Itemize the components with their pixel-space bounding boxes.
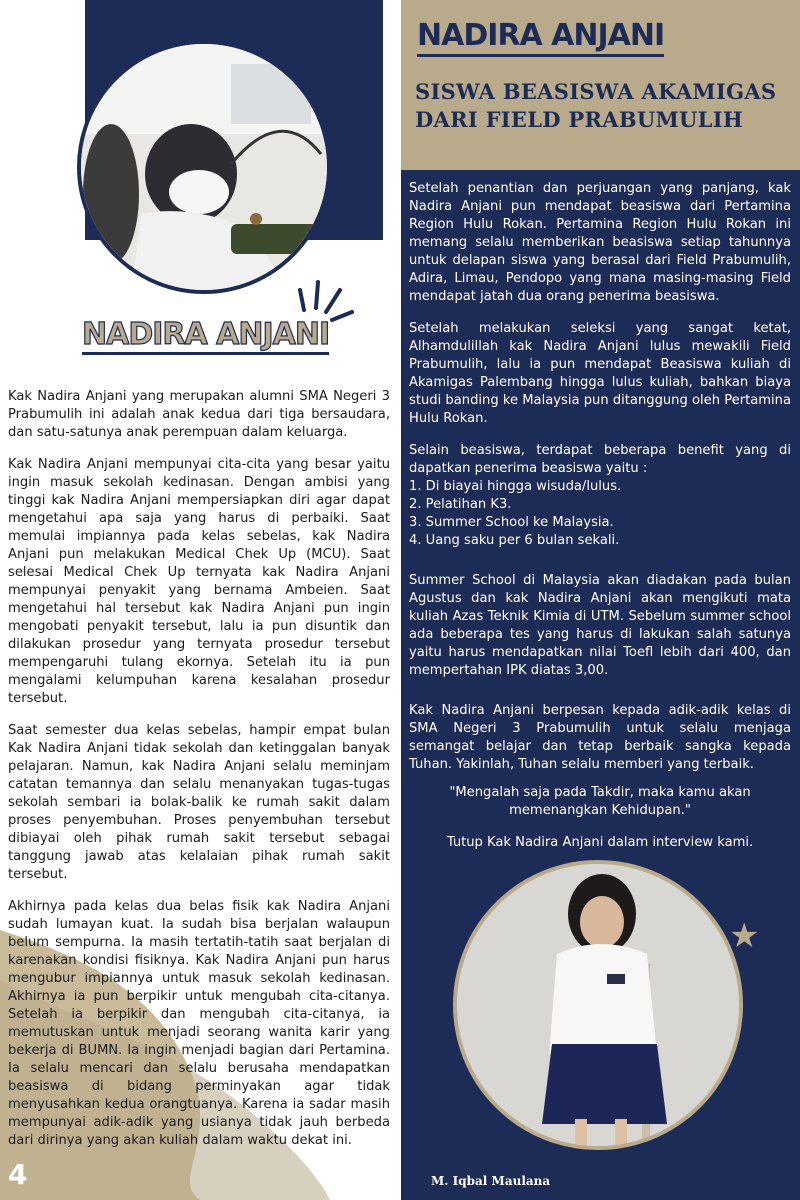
- closing-line: Tutup Kak Nadira Anjani dalam interview kami.: [446, 835, 754, 850]
- star-icon: ★: [729, 916, 760, 956]
- left-paragraph-1: Kak Nadira Anjani yang merupakan alumni SMA Negeri 3 Prabumulih ini adalah anak kedua dari tiga bersaudara, dan satu-satunya anak perempuan dalam keluarga.: [8, 389, 390, 440]
- right-article-body: [409, 180, 791, 866]
- name-title-right: NADIRA ANJANI: [417, 18, 664, 57]
- left-paragraph-4: Akhirnya pada kelas dua belas fisik kak Nadira Anjani sudah lumayan kuat. Ia sudah bisa berjalan walaupun belum sempurna. Ia masih tertatih-tatih saat berjalan di karenakan kondisi fisiknya. Kak Nadira Anjani pun harus mengubur impiannya untuk masuk sekolah kedinasan. Akhirnya ia pun berpikir untuk mengubah cita-citanya. Setelah ia berpikir dan mengubah cita-citanya, ia memutuskan untuk menjadi seorang wanita karir yang bekerja di BUMN. Ia ingin menjadi bagian dari Pertamina. Ia selalu mencari dan selalu berusaha mendapatkan beasiswa di bidang perminyakan agar tidak menyusahkan kedua orangtuanya. Karena ia sadar masih mempunyai adik-adik yang usianya tidak jauh berbeda dari dirinya yang akan kuliah dalam waktu dekat ini.: [8, 899, 390, 1148]
- benefit-item: 3. Summer School ke Malaysia.: [409, 515, 614, 530]
- left-paragraph-2: Kak Nadira Anjani mempunyai cita-cita yang besar yaitu ingin masuk sekolah kedinasan. Dengan ambisi yang tinggi kak Nadira Anjani mempersiapkan diri agar dapat mengetahui apa saja yang harus di perbaiki. Saat memulai impiannya pada kelas sebelas, kak Nadira Anjani pun melakukan Medical Chek Up (MCU). Saat selesai Medical Chek Up ternyata kak Nadira Anjani mempunyai penyakit yang bernama Ambeien. Saat mengetahui hal tersebut kak Nadira Anjani pun ingin mengobati penyakit tersebut, lalu ia pun disuntik dan dilakukan prosedur yang ternyata prosedur tersebut mempengaruhi tulang ekornya. Setelah itu ia pun mengalami kelumpuhan karena kesalahan prosedur tersebut.: [8, 457, 390, 706]
- right-paragraph-2: Setelah melakukan seleksi yang sangat ketat, Alhamdulillah kak Nadira Anjani lulus mewakili Field Prabumulih, lalu ia pun mendapat Beasiswa kuliah di Akamigas Palembang hingga lulus kuliah, bahkan biaya studi banding ke Malaysia pun ditanggung oleh Pertamina Hulu Rokan.: [409, 321, 791, 426]
- article-subtitle: SISWA BEASISWA AKAMIGAS DARI FIELD PRABUMULIH: [415, 79, 777, 132]
- right-header: [401, 0, 800, 170]
- right-paragraph-3: Selain beasiswa, terdapat beberapa benefit yang di dapatkan penerima beasiswa yaitu :: [409, 443, 791, 476]
- author-credit: M. Iqbal Maulana: [431, 1174, 551, 1188]
- name-title-left: NADIRA ANJANI: [82, 318, 329, 355]
- right-paragraph-1: Setelah penantian dan perjuangan yang panjang, kak Nadira Anjani pun mendapat beasiswa dari Pertamina Region Hulu Rokan. Pertamina Region Hulu Rokan ini memang selalu memberikan beasiswa setiap tahunnya untuk delapan siswa yang berasal dari Field Prabumulih, Adira, Limau, Pendopo yang mana masing-masing Field mendapat jatah dua orang penerima beasiswa.: [409, 181, 791, 304]
- page-number: 4: [8, 1158, 28, 1191]
- interview-quote: "Mengalah saja pada Takdir, maka kamu akan memenangkan Kehidupan.": [449, 785, 751, 818]
- benefit-item: 4. Uang saku per 6 bulan sekali.: [409, 533, 620, 548]
- right-paragraph-4: Summer School di Malaysia akan diadakan pada bulan Agustus dan kak Nadira Anjani akan mengikuti mata kuliah Azas Teknik Kimia di UTM. Sebelum summer school ada beberapa tes yang harus di lakukan salah satunya yaitu harus mendapatkan nilai Toefl lebih dari 400, dan mempertahan IPK diatas 3,00.: [409, 573, 791, 678]
- lab-photo-illustration: [81, 44, 331, 294]
- portrait-photo: [453, 860, 743, 1150]
- benefit-item: 1. Di biayai hingga wisuda/lulus.: [409, 479, 622, 494]
- benefit-list: [409, 478, 791, 550]
- lab-photo: [77, 40, 331, 294]
- left-paragraph-3: Saat semester dua kelas sebelas, hampir empat bulan Kak Nadira Anjani tidak sekolah dan ketinggalan banyak pelajaran. Namun, kak Nadira Anjani selalu meminjam catatan temannya dan selalu menanyakan tugas-tugas sekolah sembari ia bolak-balik ke rumah sakit dalam proses penyembuhan. Proses penyembuhan tersebut dibiayai oleh pihak rumah sakit tersebut sebagai tanggung jawab atas kelalaian pihak rumah sakit tersebut.: [8, 723, 390, 882]
- right-paragraph-5: Kak Nadira Anjani berpesan kepada adik-adik kelas di SMA Negeri 3 Prabumulih untuk selalu menjaga semangat belajar dan tetap berbaik sangka kepada Tuhan. Yakinlah, Tuhan selalu memberi yang terbaik.: [409, 703, 791, 772]
- benefit-item: 2. Pelatihan K3.: [409, 497, 512, 512]
- right-column: [401, 0, 800, 1200]
- left-article-body: [8, 388, 390, 1164]
- portrait-illustration: [457, 864, 743, 1150]
